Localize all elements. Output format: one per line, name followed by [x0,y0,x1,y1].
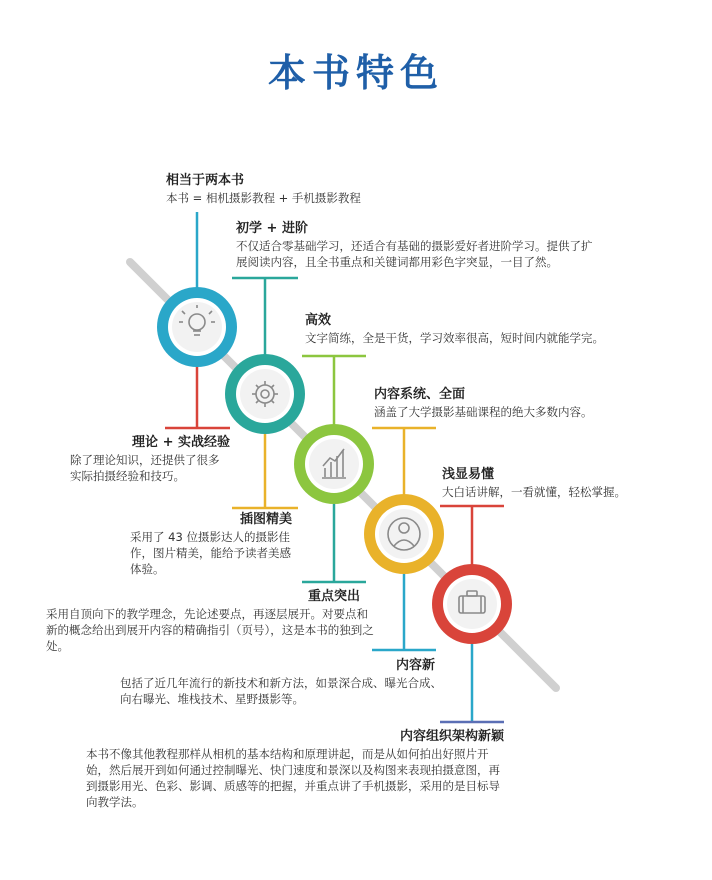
feature-text: 包括了近几年流行的新技术和新方法，如景深合成、曝光合成、向右曝光、堆栈技术、星野摄影等。 [120,676,442,706]
step-circle-3 [294,424,374,504]
feature-heading: 内容组织架构新颖 [400,729,505,744]
feature-heading: 初学 + 进阶 [236,221,308,236]
feature-heading: 理论 + 实战经验 [132,435,230,450]
feature-heading: 高效 [305,313,332,328]
feature-block-3 [70,434,230,484]
feature-text: 采用自顶向下的教学理念，先论述要点，再逐层展开。对要点和新的概念给出到展开内容的精确指引（页号），这是本书的独到之处。 [46,607,374,653]
feature-block-7 [46,588,376,654]
feature-heading: 插图精美 [240,512,293,527]
step-circle-4 [364,494,444,574]
feature-text: 大白话讲解，一看就懂，轻松掌握。 [442,485,626,499]
feature-block-9 [120,657,450,707]
step-circle-1 [157,287,237,367]
feature-text: 本书不像其他教程那样从相机的基本结构和原理讲起，而是从如何拍出好照片开始，然后展开到如何通过控制曝光、快门速度和景深以及构图来表现拍摄意图，再到摄影用光、色彩、影调、质感等的把握，并重点讲了手机摄影，采用的是目标导向教学法。 [86,747,500,809]
feature-heading: 相当于两本书 [166,173,245,188]
feature-text: 本书 = 相机摄影教程 + 手机摄影教程 [166,191,361,205]
feature-text: 不仅适合零基础学习，还适合有基础的摄影爱好者进阶学习。提供了扩展阅读内容，且全书重点和关键词都用彩色字突显，一目了然。 [236,239,593,269]
feature-block-8 [442,466,662,500]
step-circle-2 [225,354,305,434]
feature-block-10 [86,728,506,810]
step-circle-5 [432,564,512,644]
page-title: 本书特色 [267,51,444,95]
feature-block-1 [166,172,406,206]
feature-block-2 [236,220,596,270]
feature-text: 除了理论知识，还提供了很多实际拍摄经验和技巧。 [70,453,220,483]
feature-text: 文字简练，全是干货，学习效率很高，短时间内就能学完。 [305,331,604,345]
feature-text: 采用了 43 位摄影达人的摄影佳作，图片精美，能给予读者美感体验。 [130,530,291,576]
feature-text: 涵盖了大学摄影基础课程的绝大多数内容。 [374,405,593,419]
feature-block-4 [305,312,645,346]
feature-heading: 内容系统、全面 [374,387,466,402]
feature-heading: 内容新 [396,658,436,673]
feature-heading: 重点突出 [308,589,361,604]
feature-block-6 [374,386,634,420]
feature-heading: 浅显易懂 [442,467,495,482]
feature-block-5 [130,511,300,577]
